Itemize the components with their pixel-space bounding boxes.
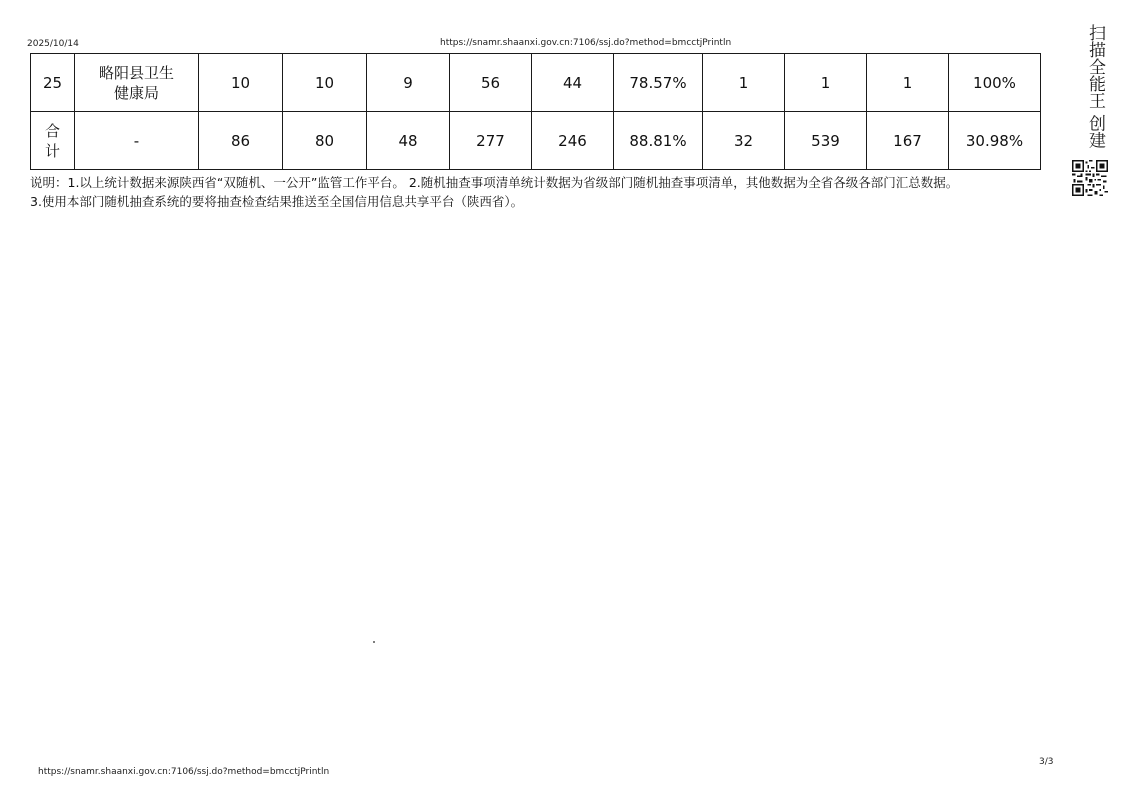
- table-cell: 56: [450, 54, 532, 112]
- table-cell: 277: [450, 112, 532, 170]
- table-cell: 10: [283, 54, 367, 112]
- table-cell: 86: [199, 112, 283, 170]
- table-cell: 44: [532, 54, 614, 112]
- table-cell: 100%: [949, 54, 1041, 112]
- statistics-table: [30, 53, 1041, 170]
- table-cell: 78.57%: [614, 54, 703, 112]
- table-cell: 88.81%: [614, 112, 703, 170]
- table-cell: 30.98%: [949, 112, 1041, 170]
- scanner-watermark: 扫描全能王 创建: [1085, 24, 1105, 149]
- qr-code-icon: [1072, 160, 1108, 196]
- table-cell: 9: [367, 54, 450, 112]
- table-cell: 32: [703, 112, 785, 170]
- table-cell: 80: [283, 112, 367, 170]
- table-cell: 48: [367, 112, 450, 170]
- table-cell: 1: [867, 54, 949, 112]
- row-index-cell: 25: [31, 54, 75, 112]
- table-row-total: [31, 112, 1041, 170]
- page-number: 3/3: [1039, 757, 1054, 767]
- print-header-url: https://snamr.shaanxi.gov.cn:7106/ssj.do?method=bmcctjPrintln: [440, 38, 732, 48]
- table-cell: 539: [785, 112, 867, 170]
- table-cell: 167: [867, 112, 949, 170]
- print-date: 2025/10/14: [27, 39, 79, 49]
- scan-speck: [373, 641, 375, 643]
- table-cell: 1: [785, 54, 867, 112]
- note-line-1: 说明：1.以上统计数据来源陕西省“双随机、一公开”监管工作平台。 2.随机抽查事项清单统计数据为省级部门随机抽查事项清单，其他数据为全省各级各部门汇总数据。: [30, 175, 959, 190]
- note-line-2: 3.使用本部门随机抽查系统的要将抽查检查结果推送至全国信用信息共享平台（陕西省）。: [30, 194, 524, 209]
- department-cell: 略阳县卫生健康局: [75, 54, 199, 112]
- table-row: [31, 54, 1041, 112]
- total-label-cell: 合计: [31, 112, 75, 170]
- table-cell: 246: [532, 112, 614, 170]
- table-cell: 1: [703, 54, 785, 112]
- table-cell: 10: [199, 54, 283, 112]
- department-cell: -: [75, 112, 199, 170]
- print-footer-url: https://snamr.shaanxi.gov.cn:7106/ssj.do?method=bmcctjPrintln: [38, 767, 330, 777]
